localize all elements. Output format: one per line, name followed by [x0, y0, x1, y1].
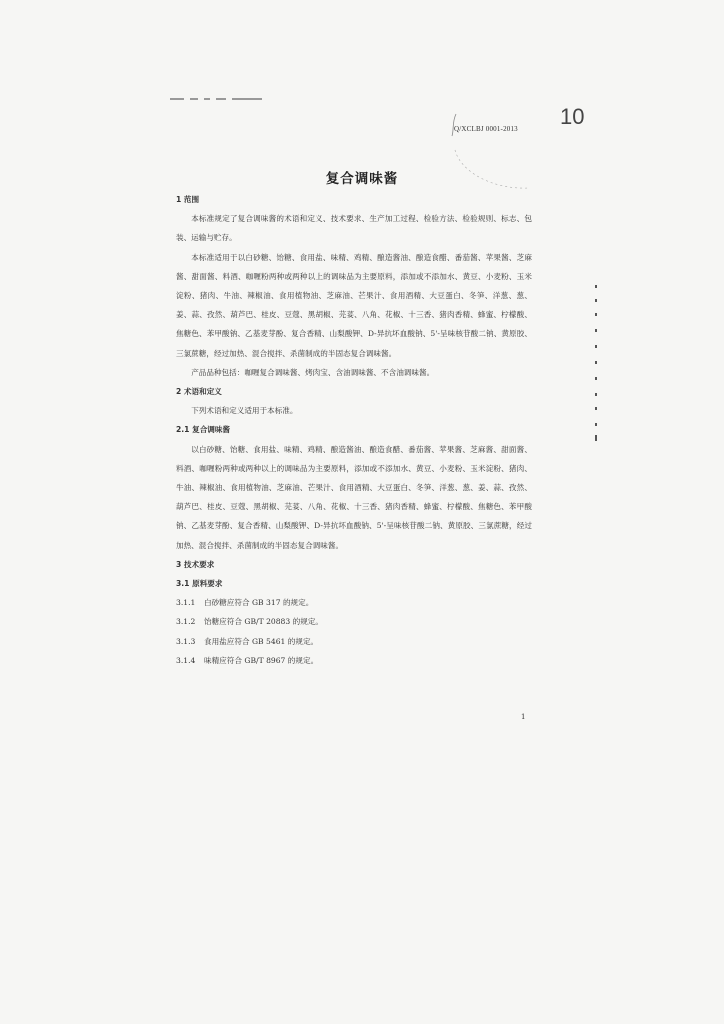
paragraph: 本标准规定了复合调味酱的术语和定义、技术要求、生产加工过程、检验方法、检验规则、标志、包装、运输与贮存。 [176, 214, 532, 243]
section-heading: 2 术语和定义 [176, 387, 222, 397]
clause-number: 3.1.2 [176, 617, 196, 627]
section-heading: 3 技术要求 [176, 559, 215, 569]
document-title: 复合调味酱 [325, 171, 399, 187]
scan-artifact-top [170, 88, 300, 94]
handwritten-page-mark: 10 [560, 104, 585, 129]
subsection-heading: 2.1 复合调味酱 [176, 425, 231, 435]
standard-number: Q/XCLBJ 0001-2013 [454, 125, 518, 133]
page-number: 1 [521, 713, 526, 721]
clause-text: 味精应符合 GB/T 8967 的规定。 [204, 655, 319, 665]
subsection-heading: 3.1 原料要求 [176, 579, 223, 589]
clause-number: 3.1.3 [176, 636, 196, 646]
clause-text: 食用盐应符合 GB 5461 的规定。 [204, 636, 319, 646]
clause-text: 白砂糖应符合 GB 317 的规定。 [204, 598, 314, 608]
section-heading: 1 范围 [176, 195, 200, 204]
clause-item [176, 593, 532, 612]
clause-number: 3.1.1 [176, 598, 196, 608]
paragraph: 下列术语和定义适用于本标准。 [191, 406, 298, 416]
paragraph: 以白砂糖、饴糖、食用盐、味精、鸡精、酿造酱油、酿造食醋、番茄酱、苹果酱、芝麻酱、甜面酱、料酒、咖喱粉两种或两种以上的调味品为主要原料，添加或不添加水、黄豆、小麦粉、玉米淀粉、猪肉、牛油、辣椒油、食用植物油、芝麻油、芒果汁、食用酒精、大豆蛋白、冬笋、洋葱、葱、姜、蒜、孜然、葫芦巴、桂皮、豆蔻、黑胡椒、芫荽、八角、花椒、十三香、猪肉香精、蜂蜜、柠檬酸、焦糖色、苯甲酸钠、乙基麦芽酚、复合香精、山梨酸钾、D-异抗坏血酸钠、5'-呈味核苷酸二钠、黄原胶、三氯蔗糖，经过加热、混合搅拌、杀菌制成的半固态复合调味酱。 [176, 444, 532, 550]
clause-item [176, 612, 532, 631]
paragraph: 产品品种包括：咖喱复合调味酱、烤肉宝、含油调味酱、不含油调味酱。 [191, 367, 435, 377]
clause-number: 3.1.4 [176, 655, 196, 665]
clause-item [176, 632, 532, 651]
paragraph: 本标准适用于以白砂糖、饴糖、食用盐、味精、鸡精、酿造酱油、酿造食醋、番茄酱、苹果酱、芝麻酱、甜面酱、料酒、咖喱粉两种或两种以上的调味品为主要原料，添加或不添加水、黄豆、小麦粉、玉米淀粉、猪肉、牛油、辣椒油、食用植物油、芝麻油、芒果汁、食用酒精、大豆蛋白、冬笋、洋葱、葱、姜、蒜、孜然、葫芦巴、桂皮、豆蔻、黑胡椒、芫荽、八角、花椒、十三香、猪肉香精、蜂蜜、柠檬酸、焦糖色、苯甲酸钠、乙基麦芽酚、复合香精、山梨酸钾、D-异抗坏血酸钠、5'-呈味核苷酸二钠、黄原胶、三氯蔗糖，经过加热、混合搅拌、杀菌制成的半固态复合调味酱。 [176, 252, 532, 358]
scan-edge-marks [593, 285, 599, 445]
clause-text: 饴糖应符合 GB/T 20883 的规定。 [204, 617, 324, 627]
document-body [176, 190, 532, 670]
clause-item [176, 651, 532, 670]
